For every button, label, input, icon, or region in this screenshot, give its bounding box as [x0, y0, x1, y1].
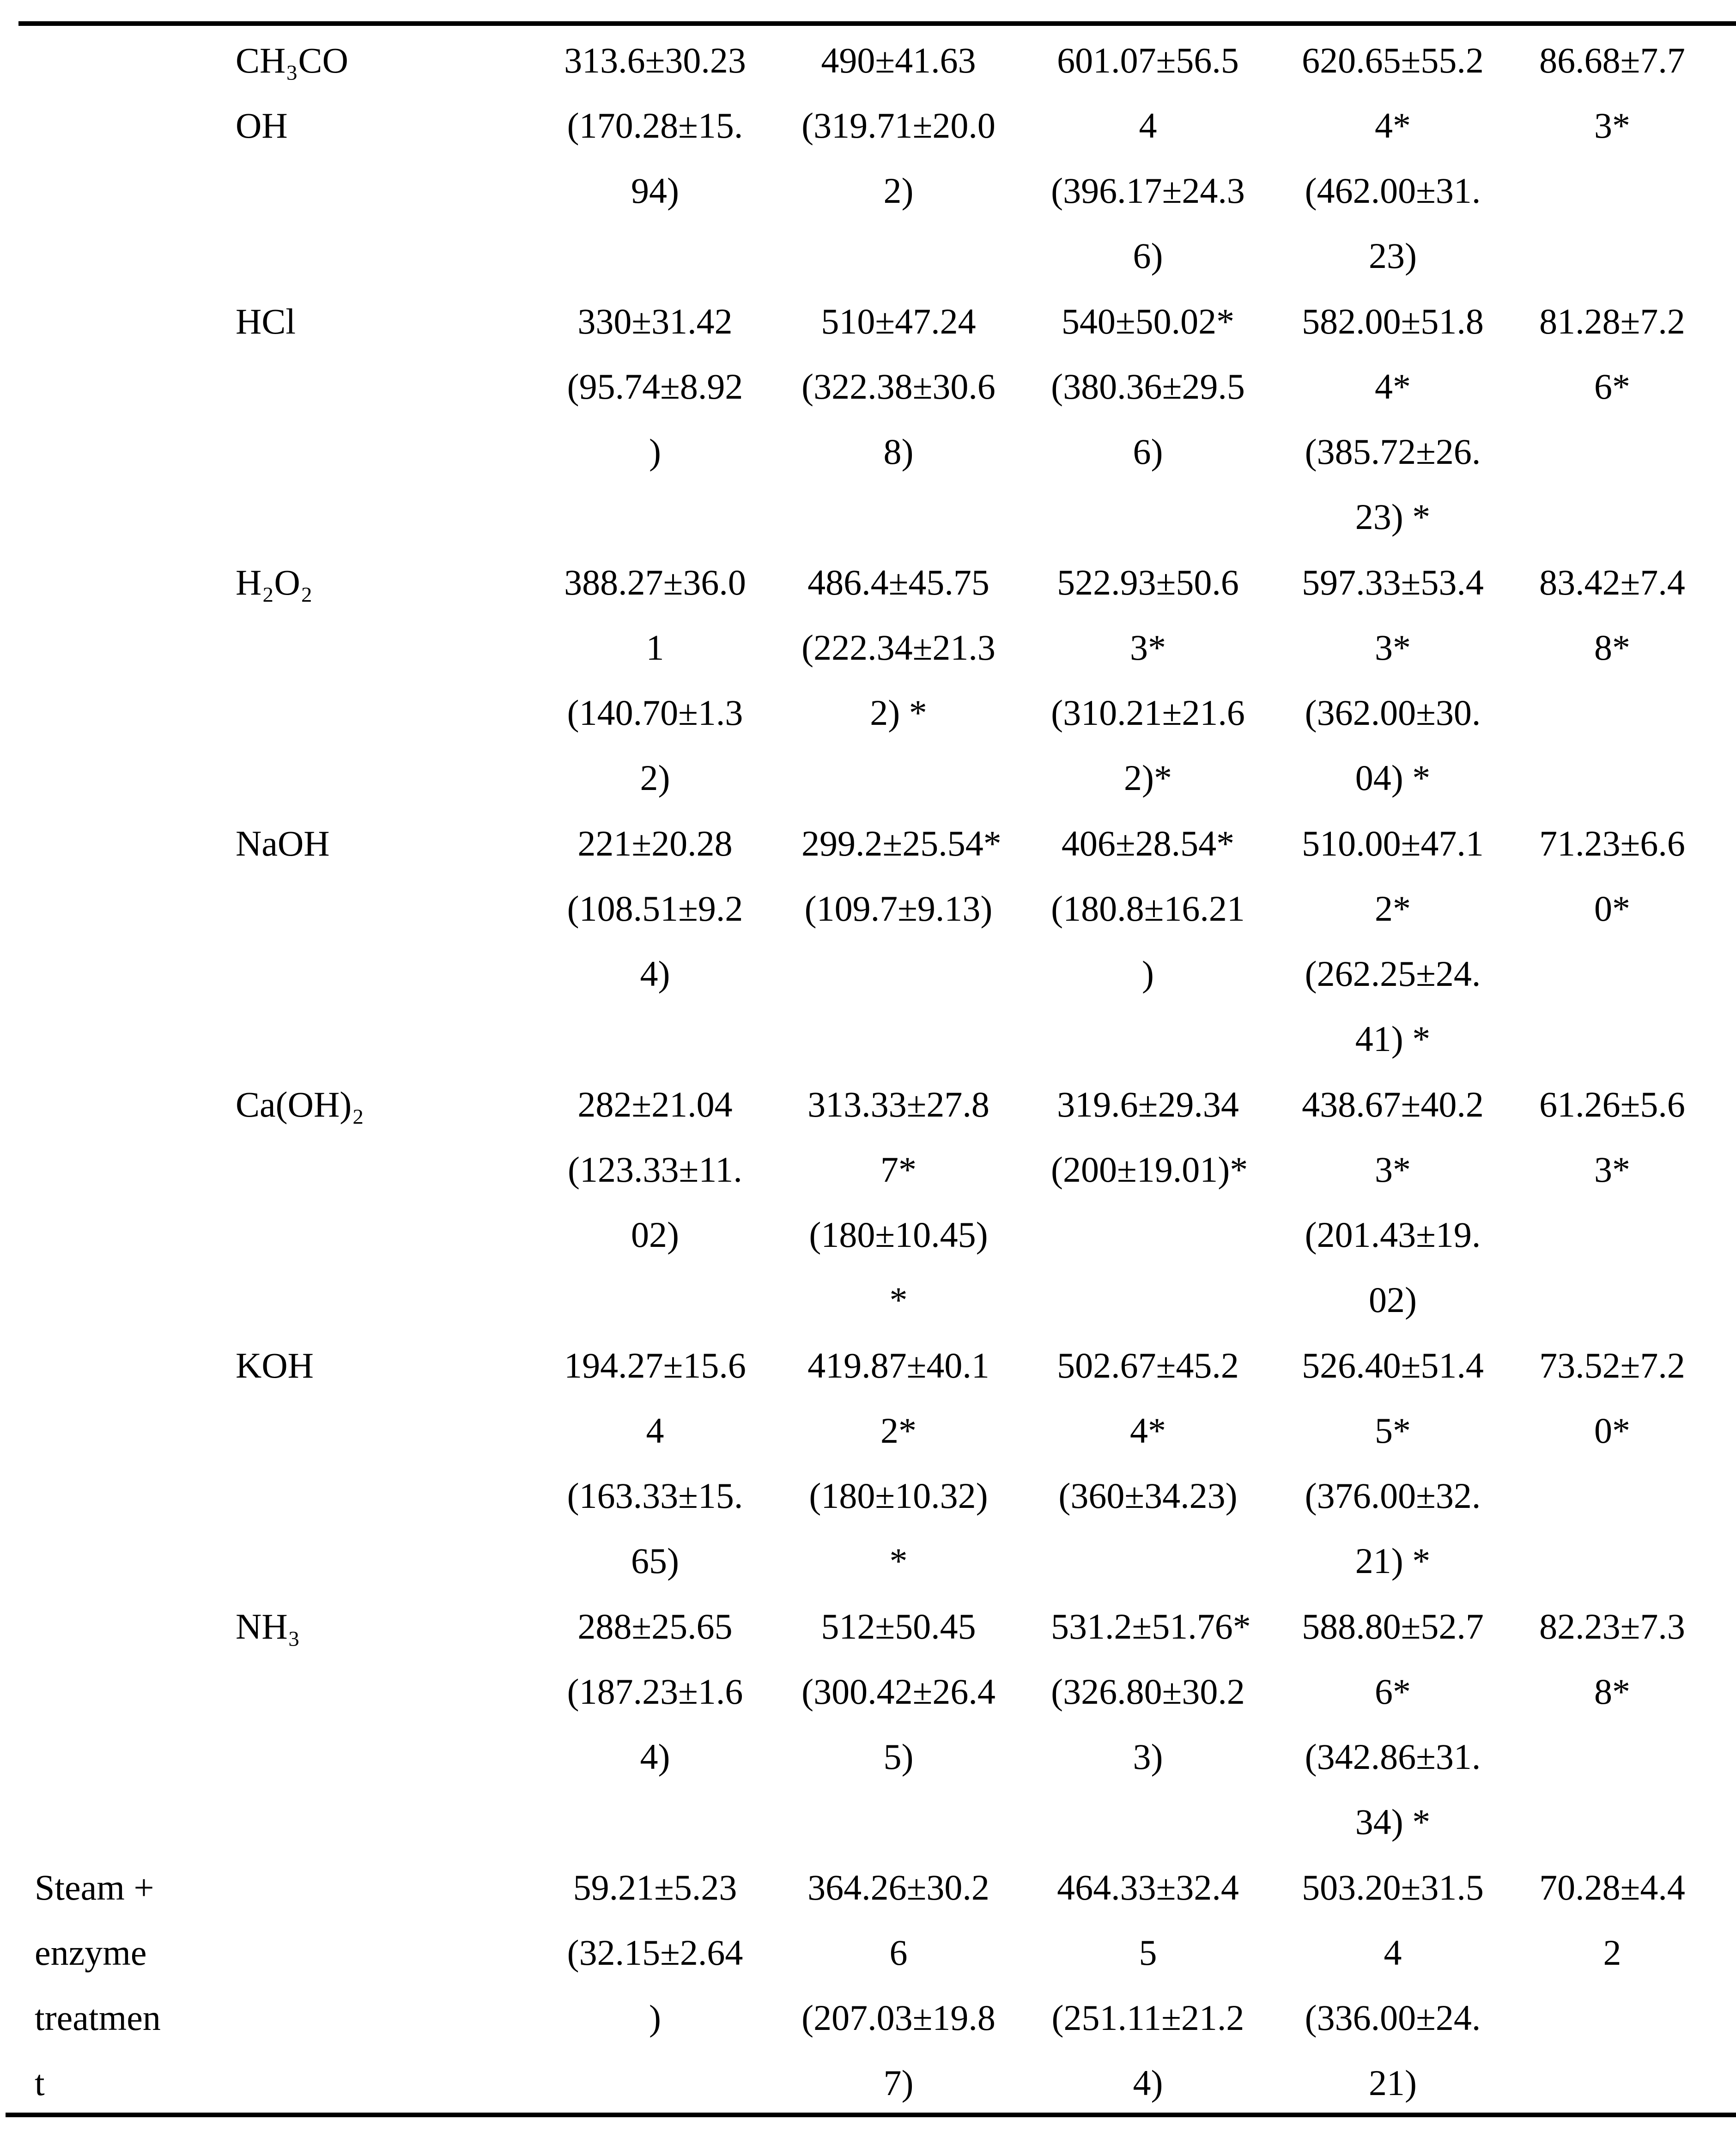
- value-cell: 7*: [880, 1149, 917, 1190]
- value-cell: (222.34±21.3: [801, 627, 995, 668]
- value-cell: (300.42±26.4: [801, 1671, 995, 1712]
- value-cell: 419.87±40.1: [807, 1345, 989, 1385]
- value-cell: 3*: [1375, 627, 1411, 668]
- value-cell: (376.00±32.: [1305, 1476, 1481, 1516]
- value-cell: (380.36±29.5: [1051, 366, 1245, 407]
- value-cell: 65): [631, 1541, 679, 1581]
- value-cell: 319.6±29.34: [1057, 1084, 1239, 1124]
- value-cell: *: [889, 1280, 908, 1320]
- value-cell: 73.52±7.2: [1539, 1345, 1685, 1385]
- value-cell: (362.00±30.: [1305, 692, 1481, 733]
- value-cell: (140.70±1.3: [567, 692, 743, 733]
- value-cell: (336.00±24.: [1305, 1998, 1481, 2038]
- value-cell: (123.33±11.: [568, 1149, 742, 1190]
- value-cell: 588.80±52.7: [1302, 1606, 1484, 1646]
- value-cell: (385.72±26.: [1305, 431, 1481, 472]
- value-cell: 4): [640, 1737, 670, 1777]
- value-cell: 02): [631, 1215, 679, 1255]
- value-cell: 330±31.42: [577, 301, 733, 341]
- value-cell: 2): [883, 170, 914, 211]
- value-cell: 61.26±5.6: [1539, 1084, 1685, 1124]
- value-cell: 486.4±45.75: [807, 562, 989, 602]
- value-cell: 3*: [1130, 627, 1166, 668]
- chemical-label: CH₃CO: [236, 40, 348, 80]
- value-cell: 4*: [1375, 105, 1411, 146]
- value-cell: 526.40±51.4: [1302, 1345, 1484, 1385]
- value-cell: 6): [1133, 431, 1163, 472]
- value-cell: 388.27±36.0: [564, 562, 746, 602]
- value-cell: (251.11±21.2: [1051, 1998, 1244, 2038]
- value-cell: ): [649, 1998, 661, 2038]
- value-cell: (187.23±1.6: [567, 1671, 743, 1712]
- value-cell: 364.26±30.2: [807, 1867, 989, 1907]
- value-cell: 8): [883, 431, 914, 472]
- value-cell: 2) *: [870, 692, 927, 733]
- value-cell: 4: [1384, 1932, 1402, 1973]
- chemical-label: HCl: [236, 301, 296, 341]
- value-cell: (109.7±9.13): [804, 888, 993, 929]
- value-cell: 0*: [1594, 1410, 1630, 1451]
- value-cell: (32.15±2.64: [567, 1932, 743, 1973]
- value-cell: (262.25±24.: [1305, 954, 1481, 994]
- value-cell: 6): [1133, 236, 1163, 276]
- value-cell: 4*: [1130, 1410, 1166, 1451]
- value-cell: 503.20±31.5: [1302, 1867, 1484, 1907]
- value-cell: (319.71±20.0: [801, 105, 995, 146]
- value-cell: 288±25.65: [577, 1606, 733, 1646]
- value-cell: 21) *: [1355, 1541, 1431, 1581]
- value-cell: 2*: [880, 1410, 917, 1451]
- value-cell: 0*: [1594, 888, 1630, 929]
- value-cell: 2*: [1375, 888, 1411, 929]
- value-cell: 71.23±6.6: [1539, 823, 1685, 863]
- value-cell: ): [1142, 954, 1154, 994]
- value-cell: (342.86±31.: [1305, 1737, 1481, 1777]
- value-cell: 94): [631, 170, 679, 211]
- value-cell: 582.00±51.8: [1302, 301, 1484, 341]
- value-cell: 620.65±55.2: [1302, 40, 1484, 80]
- value-cell: 510±47.24: [821, 301, 976, 341]
- value-cell: 7): [883, 2063, 914, 2103]
- value-cell: 4): [640, 954, 670, 994]
- value-cell: 23): [1369, 236, 1417, 276]
- group-label: Steam +: [35, 1867, 154, 1907]
- value-cell: 21): [1369, 2063, 1417, 2103]
- value-cell: 4*: [1375, 366, 1411, 407]
- value-cell: 4: [1139, 105, 1157, 146]
- value-cell: 406±28.54*: [1061, 823, 1235, 863]
- value-cell: 540±50.02*: [1061, 301, 1235, 341]
- value-cell: (207.03±19.8: [801, 1998, 995, 2038]
- value-cell: (462.00±31.: [1305, 170, 1481, 211]
- value-cell: 5*: [1375, 1410, 1411, 1451]
- value-cell: (396.17±24.3: [1051, 170, 1245, 211]
- value-cell: 41) *: [1355, 1019, 1431, 1059]
- value-cell: (360±34.23): [1058, 1476, 1238, 1516]
- value-cell: 282±21.04: [577, 1084, 733, 1124]
- chemical-label: NH₃: [236, 1606, 300, 1646]
- value-cell: 299.2±25.54*: [801, 823, 1002, 863]
- value-cell: (108.51±9.2: [567, 888, 743, 929]
- value-cell: 601.07±56.5: [1057, 40, 1239, 80]
- value-cell: 2): [640, 758, 670, 798]
- chemical-label: NaOH: [236, 823, 330, 863]
- value-cell: 4): [1133, 2063, 1163, 2103]
- value-cell: *: [889, 1541, 908, 1581]
- value-cell: (322.38±30.6: [801, 366, 995, 407]
- table-top-rule: [18, 21, 1736, 26]
- value-cell: 70.28±4.4: [1539, 1867, 1685, 1907]
- chemical-label: OH: [236, 105, 288, 146]
- value-cell: 6*: [1594, 366, 1630, 407]
- value-cell: 86.68±7.7: [1539, 40, 1685, 80]
- value-cell: 313.6±30.23: [564, 40, 746, 80]
- value-cell: (180±10.45): [809, 1215, 988, 1255]
- value-cell: 221±20.28: [577, 823, 733, 863]
- value-cell: 6*: [1375, 1671, 1411, 1712]
- value-cell: 82.23±7.3: [1539, 1606, 1685, 1646]
- value-cell: 522.93±50.6: [1057, 562, 1239, 602]
- value-cell: 02): [1369, 1280, 1417, 1320]
- value-cell: 4: [646, 1410, 664, 1451]
- value-cell: 502.67±45.2: [1057, 1345, 1239, 1385]
- value-cell: (200±19.01)*: [1051, 1149, 1248, 1190]
- value-cell: 6: [889, 1932, 908, 1973]
- value-cell: (201.43±19.: [1305, 1215, 1481, 1255]
- value-cell: 8*: [1594, 1671, 1630, 1712]
- value-cell: ): [649, 431, 661, 472]
- value-cell: 313.33±27.8: [807, 1084, 989, 1124]
- value-cell: 512±50.45: [821, 1606, 976, 1646]
- group-label: enzyme: [35, 1932, 147, 1973]
- value-cell: 597.33±53.4: [1302, 562, 1484, 602]
- value-cell: 04) *: [1355, 758, 1431, 798]
- value-cell: 531.2±51.76*: [1051, 1606, 1251, 1646]
- value-cell: 438.67±40.2: [1302, 1084, 1484, 1124]
- table-bottom-rule: [6, 2113, 1736, 2117]
- value-cell: 5: [1139, 1932, 1157, 1973]
- value-cell: 194.27±15.6: [564, 1345, 746, 1385]
- value-cell: 2: [1603, 1932, 1621, 1973]
- value-cell: 3*: [1375, 1149, 1411, 1190]
- value-cell: (180±10.32): [809, 1476, 988, 1516]
- value-cell: 34) *: [1355, 1802, 1431, 1842]
- value-cell: 1: [646, 627, 664, 668]
- value-cell: 81.28±7.2: [1539, 301, 1685, 341]
- value-cell: (326.80±30.2: [1051, 1671, 1245, 1712]
- value-cell: (170.28±15.: [567, 105, 743, 146]
- value-cell: (180.8±16.21: [1051, 888, 1245, 929]
- value-cell: (163.33±15.: [567, 1476, 743, 1516]
- value-cell: 59.21±5.23: [573, 1867, 737, 1907]
- value-cell: 3*: [1594, 1149, 1630, 1190]
- value-cell: (95.74±8.92: [567, 366, 743, 407]
- value-cell: 83.42±7.4: [1539, 562, 1685, 602]
- group-label: treatmen: [35, 1998, 161, 2038]
- group-label: t: [35, 2063, 45, 2103]
- value-cell: (310.21±21.6: [1051, 692, 1245, 733]
- value-cell: 510.00±47.1: [1302, 823, 1484, 863]
- value-cell: 3): [1133, 1737, 1163, 1777]
- chemical-label: H₂O₂: [236, 562, 313, 602]
- value-cell: 3*: [1594, 105, 1630, 146]
- value-cell: 464.33±32.4: [1057, 1867, 1239, 1907]
- value-cell: 5): [883, 1737, 914, 1777]
- chemical-label: Ca(OH)₂: [236, 1084, 364, 1124]
- chemical-label: KOH: [236, 1345, 314, 1385]
- value-cell: 2)*: [1124, 758, 1172, 798]
- value-cell: 490±41.63: [821, 40, 976, 80]
- value-cell: 8*: [1594, 627, 1630, 668]
- value-cell: 23) *: [1355, 497, 1431, 537]
